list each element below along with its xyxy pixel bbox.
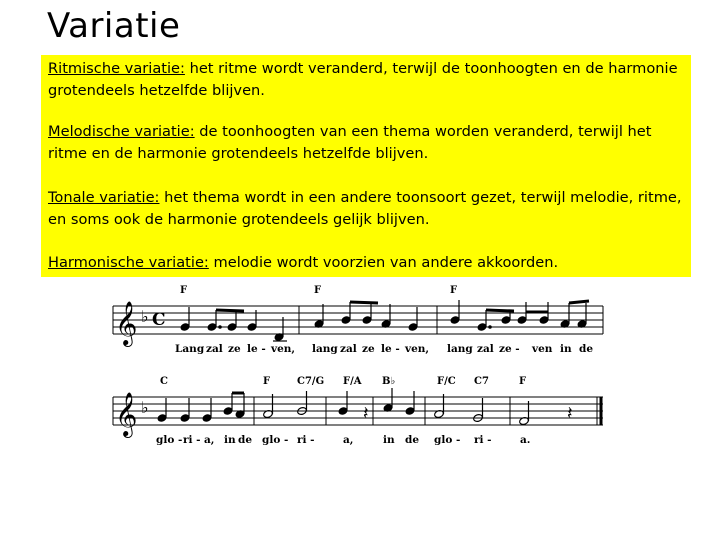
quarter-rest-icon: 𝄽 [363,403,369,424]
staff-system-1 [113,285,603,355]
chord-symbol: F [519,376,527,387]
lyric-syllable: in [224,434,236,446]
lyric-syllable: de [579,343,594,355]
lyric-syllable: glo - [262,434,289,446]
chord-symbol: F [450,285,458,296]
lyric-syllable: in [560,343,572,355]
lyric-syllable: a, [343,434,354,446]
chord-symbol: C7 [474,376,489,387]
lyric-syllable: ven [532,343,553,355]
lyric-syllable: a. [520,434,531,446]
definition-text: de toonhoogten van een thema worden veranderd, terwijl het ritme en de harmonie grotendeels hetzelfde blijven. [48,123,652,162]
definition-term: Tonale variatie: [48,189,160,206]
chord-symbols [180,285,457,296]
treble-clef-icon: 𝄞 [115,301,138,345]
lyric-syllable: le - [247,343,266,355]
quarter-rest-icon: 𝄽 [567,403,573,424]
lyric-syllable: glo - [156,434,183,446]
lyric-syllable: lang [312,343,338,355]
lyric-syllable: ze - [499,343,520,355]
lyric-syllable: ze [362,343,375,355]
chord-symbol: F [314,285,322,296]
lyric-syllable: ven, [271,343,296,355]
notes [157,388,529,426]
page-title: Variatie [47,6,181,46]
lyric-syllable: glo - [434,434,461,446]
lyrics [175,343,593,355]
lyric-syllable: lang [447,343,473,355]
definition-term: Harmonische variatie: [48,254,209,271]
chord-symbol: F/C [437,376,456,387]
definition-term: Ritmische variatie: [48,60,185,77]
flat-icon: ♭ [141,307,149,326]
lyric-syllable: ri - [474,434,492,446]
lyric-syllable: le - [381,343,400,355]
chord-symbol: C7/G [297,376,325,387]
lyric-syllable: ven, [405,343,430,355]
flat-icon: ♭ [141,398,149,417]
lyric-syllable: zal [477,343,494,355]
lyric-syllable: Lang [175,343,205,355]
chord-symbol: F [263,376,271,387]
definition-text: melodie wordt voorzien van andere akkoorden. [208,254,559,271]
lyric-syllable: zal [340,343,357,355]
chord-symbol: F [180,285,188,296]
definition-text: het thema wordt in een andere toonsoort gezet, terwijl melodie, ritme, en soms ook de harmonie grotendeels gelijk blijven. [48,189,682,228]
lyric-syllable: ri - [297,434,315,446]
lyric-syllable: zal [206,343,223,355]
treble-clef-icon: 𝄞 [115,392,138,436]
rests [363,403,573,424]
definition-text: het ritme wordt veranderd, terwijl de toonhoogten en de harmonie grotendeels hetzelfde blijven. [48,60,678,99]
staff-system-2 [113,376,603,446]
lyric-syllable: a, [204,434,215,446]
lyrics [156,434,530,446]
chord-symbol: C [160,376,168,387]
chord-symbol: F/A [343,376,362,387]
chord-symbols [160,376,526,387]
lyric-syllable: de [405,434,420,446]
definition-term: Melodische variatie: [48,123,195,140]
lyric-syllable: in [383,434,395,446]
lyric-syllable: ze [228,343,241,355]
lyric-syllable: ri - [183,434,201,446]
chord-symbol: B♭ [382,376,396,387]
lyric-syllable: de [238,434,253,446]
time-signature: C [152,310,166,330]
